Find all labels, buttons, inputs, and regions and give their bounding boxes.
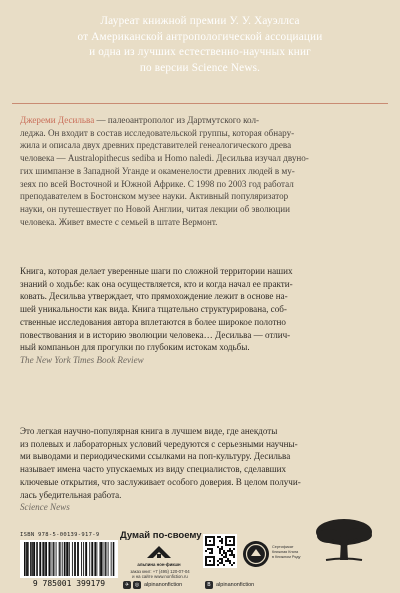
quote-source: Science News: [20, 502, 70, 513]
quote-line: ключевые открытия, что заслуживает особого доверия. В целом получи-: [20, 476, 301, 487]
certification-line: Книжная Книга: [272, 549, 299, 554]
quote-line: шей уникальности как вида. Книга тщательно структурирована, соб-: [20, 304, 287, 315]
quote-line: лась убедительная работа.: [20, 489, 122, 500]
quote-line: ственные исследования автора вплетаются в более широкое полотно: [20, 316, 286, 327]
barcode-digits: 9 785001 399179: [32, 579, 106, 588]
quote-line: ми выводами и периодическими ссылками на поп-культуру. Десильва: [20, 451, 291, 462]
author-name: Джереми Десильва: [20, 115, 95, 125]
vk-icon[interactable]: В: [205, 581, 213, 589]
award-line: по версии Science News.: [139, 61, 261, 74]
quote-line: знаний о ходьбе: как она осуществляется, кто и когда начал ее практи-: [20, 278, 293, 289]
award-blurb: [30, 14, 370, 76]
review-quote-science-news: [20, 425, 380, 514]
certification-text: [272, 545, 300, 559]
author-bio-line: человека. Живет вместе с семьей в штате Вермонт.: [20, 216, 218, 227]
isbn-label: ISBN 978-5-00139-917-9: [20, 532, 100, 538]
author-bio-line: жила и описала двух древних представителей генеалогического древа: [20, 140, 292, 151]
award-line: от Американской антропологической ассоциации: [77, 30, 323, 43]
telegram-icon[interactable]: ✈: [124, 582, 130, 588]
certification-line: Сертификат: [272, 545, 294, 549]
quote-line: повествования и в историю эволюции человека… Десильва — отлич-: [20, 329, 291, 340]
author-bio: [20, 114, 380, 228]
contact-line: заказ книг: +7 (495) 120-07-04: [130, 569, 190, 574]
award-line: Лауреат книжной премии У. У. Хауэллса: [100, 15, 300, 27]
quote-line: из полевых и лабораторных условий чередуются с серьезными научны-: [20, 438, 298, 449]
quote-line: Книга, которая делает уверенные шаги по сложной территории наших: [20, 266, 293, 276]
author-bio-line: гих шимпанзе в Западной Уганде и окаменелости древних людей в му-: [20, 165, 295, 176]
social-handle[interactable]: alpinanonfiction: [216, 582, 255, 588]
author-bio-line: преподавателем в Бостонском музее науки. Активный популяризатор: [20, 191, 289, 202]
contact-line: и на сайте www.nonfiction.ru: [132, 574, 188, 580]
publisher-logo-icon: [141, 543, 177, 561]
quote-line: Это легкая научно-популярная книга в лучшем виде, где анекдоты: [20, 426, 278, 436]
order-contacts: [122, 569, 198, 580]
author-bio-line: леджа. Он входит в состав исследовательской группы, которая обнару-: [20, 127, 295, 138]
instagram-icon[interactable]: ◎: [134, 582, 140, 588]
author-bio-line: зеях по всей Восточной и Южной Африке. С 1998 по 2003 год работал: [20, 178, 294, 189]
qr-code-icon: [203, 534, 237, 568]
author-bio-first-line: [20, 114, 380, 127]
quote-line: называет имена часто упускаемых из виду специалистов, сделавших: [20, 464, 287, 475]
author-bio-line: — палеоантрополог из Дартмутского кол-: [94, 115, 260, 125]
barcode-image: [20, 540, 118, 578]
social-links: [123, 581, 373, 591]
award-line: и одна из лучших естественно-научных книг: [89, 46, 311, 58]
review-quote-nyt: [20, 265, 380, 367]
divider-line: [12, 103, 388, 104]
series-title: Думай по-своему: [120, 530, 202, 541]
publisher-name: альпина нон-фикшн: [137, 562, 181, 567]
author-bio-line: науки, он путешествует по Новой Англии, читая лекции об эволюции: [20, 203, 290, 214]
certification-line: в Книжном Ряду: [272, 554, 301, 559]
imprint-block: [20, 532, 380, 590]
social-handle[interactable]: alpinanonfiction: [144, 582, 183, 588]
certification-mark-icon: [242, 540, 270, 568]
quote-line: ный компаньон для прогулки по глубоким истокам ходьбы.: [20, 342, 250, 353]
quote-source: The New York Times Book Review: [20, 354, 144, 365]
tree-illustration-icon: [312, 514, 376, 564]
author-bio-line: человека — Australopithecus sediba и Homo naledi. Десильва изучал двуно-: [20, 153, 309, 164]
quote-line: ковать. Десильва утверждает, что прямохождение лежит в основе на-: [20, 291, 288, 302]
